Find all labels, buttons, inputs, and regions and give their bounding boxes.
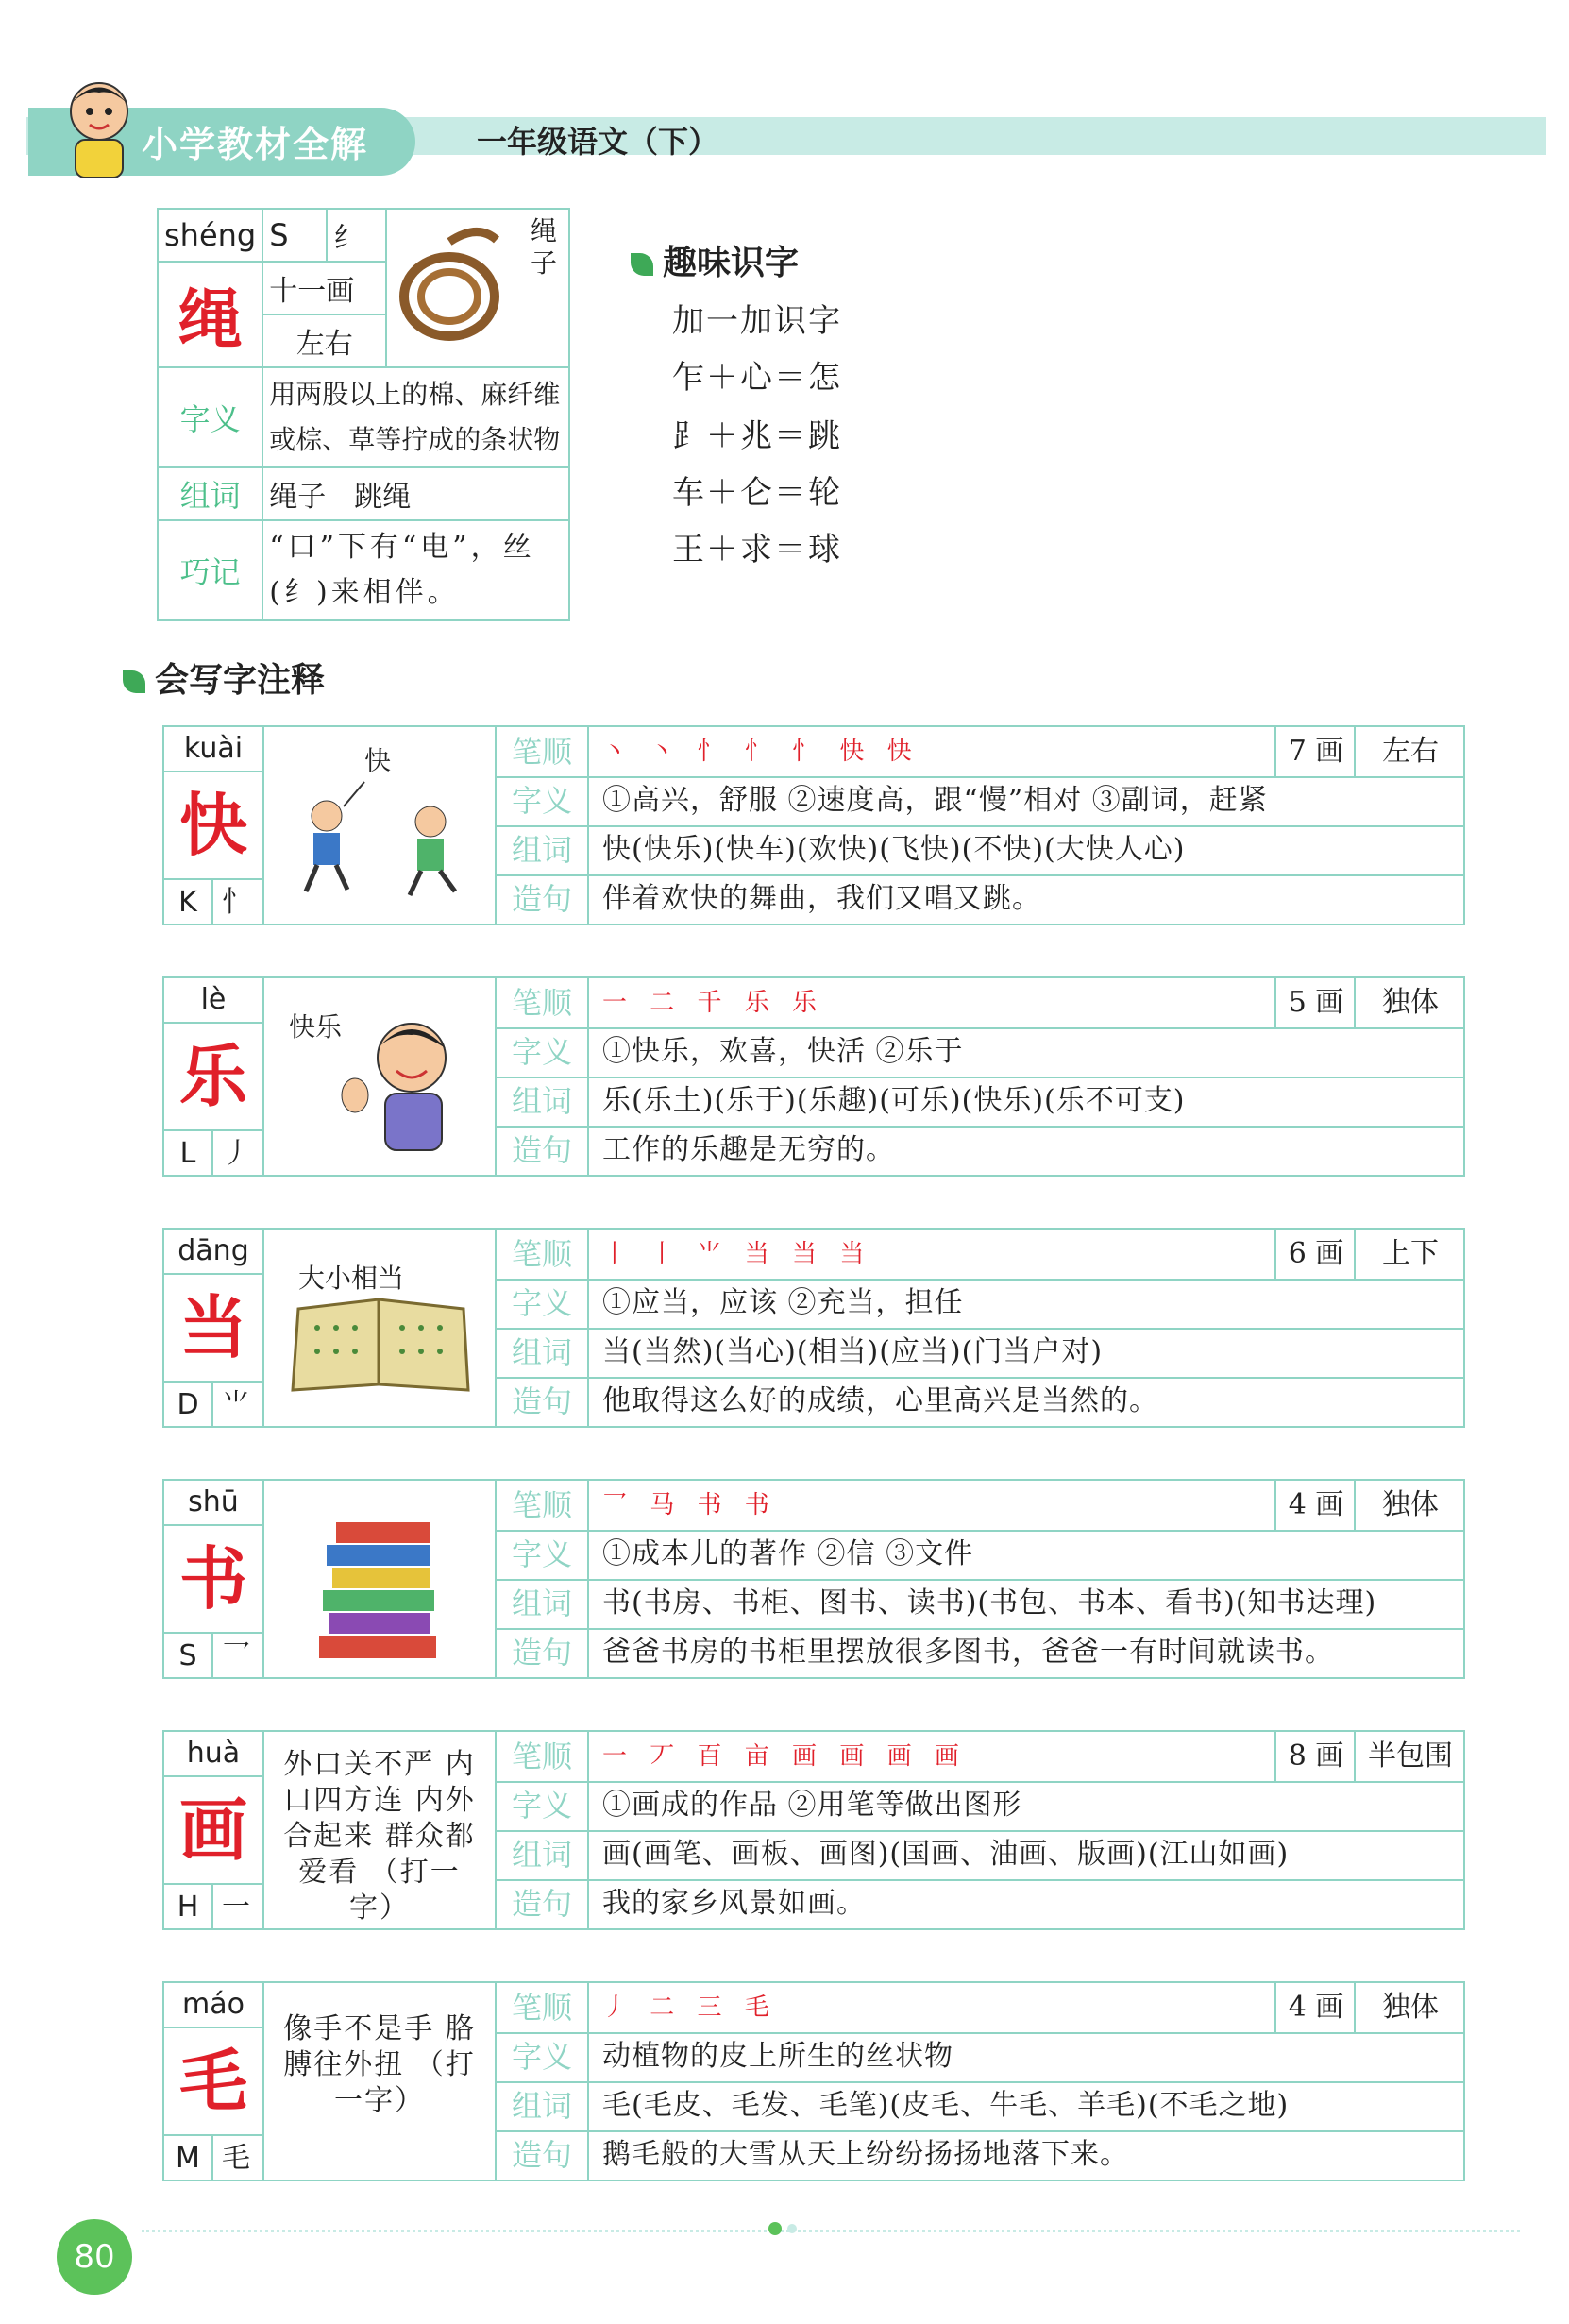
fun-title-text: 趣味识字: [663, 244, 800, 282]
tip-text: “口”下有“电”，丝(纟)来相伴。: [262, 520, 569, 620]
main-character: 画: [178, 1790, 247, 1870]
stroke-count: 7 画: [1274, 727, 1356, 776]
bishun-label: 笔顺: [497, 1481, 589, 1530]
fun-line: 加一加识字: [672, 302, 842, 340]
zuci-label: 组词: [497, 1579, 589, 1628]
zaoju-label: 造句: [497, 1126, 589, 1175]
meaning-text: 动植物的皮上所生的丝状物: [602, 2040, 953, 2073]
stroke-count: 4 画: [1274, 1481, 1356, 1530]
pinyin: dāng: [164, 1230, 262, 1275]
radical: 忄: [211, 880, 259, 925]
card-illustration: [261, 725, 497, 925]
words-text: 乐(乐土)(乐于)(乐趣)(可乐)(快乐)(乐不可支): [602, 1084, 1186, 1117]
series-title: 小学教材全解: [142, 124, 369, 165]
page-number: 80: [57, 2219, 132, 2295]
char-card: [162, 1479, 1463, 1677]
top-char-table: [157, 208, 570, 621]
main-character: 绳: [158, 262, 262, 367]
fun-line: 王＋求＝球: [672, 531, 842, 568]
image-caption: 快乐: [289, 1011, 343, 1043]
riddle-text: 外口关不严 内口四方连 内外合起来 群众都爱看 （打一字）: [283, 1748, 476, 1925]
fun-line: 车＋仑＝轮: [672, 474, 842, 512]
zaoju-label: 造句: [497, 1628, 589, 1677]
char-card: [162, 1981, 1463, 2180]
ziyi-label: 字义: [497, 1279, 589, 1328]
write-section-title: [123, 653, 325, 702]
fun-line: ⻊＋兆＝跳: [672, 417, 842, 455]
rope-caption: 绳子: [531, 215, 558, 279]
structure: 独体: [1354, 1983, 1465, 2032]
meaning-text: 用两股以上的棉、麻纤维或棕、草等拧成的条状物: [262, 367, 569, 467]
char-box: [162, 1479, 264, 1679]
rope-icon: [393, 223, 515, 355]
words-text: 画(画笔、画板、画图)(国画、油画、版画)(江山如画): [602, 1838, 1290, 1871]
book-stack-icon: [270, 1494, 487, 1683]
initial-letter: S: [178, 1639, 197, 1672]
char-box: [162, 1730, 264, 1930]
char-box: [162, 1228, 264, 1428]
write-title-text: 会写字注释: [155, 661, 326, 700]
ziyi-label: 字义: [497, 776, 589, 825]
zuci-label: 组词: [497, 825, 589, 874]
image-caption: 大小相当: [298, 1263, 405, 1294]
stroke-order: 丶 丶 忄 忄 忄 快 快: [602, 738, 919, 766]
fun-line: 乍＋心＝怎: [672, 359, 842, 397]
sentence-text: 鹅毛般的大雪从天上纷纷扬扬地落下来。: [602, 2138, 1129, 2171]
main-character: 书: [178, 1538, 247, 1619]
initial-letter: H: [177, 1891, 199, 1924]
initial-letter: K: [178, 886, 197, 919]
char-box: [162, 1981, 264, 2181]
stroke-order: 乛 马 书 书: [602, 1491, 777, 1519]
bishun-label: 笔顺: [497, 1983, 589, 2032]
ziyi-label: 字义: [497, 1781, 589, 1830]
card-details: [495, 1730, 1465, 1930]
leaf-icon: [631, 253, 653, 276]
meaning-text: ①画成的作品 ②用笔等做出图形: [602, 1789, 1022, 1822]
meaning-label: 字义: [158, 367, 262, 467]
card-details: [495, 976, 1465, 1177]
radical: 毛: [211, 2136, 259, 2181]
riddle-text: 像手不是手 胳膊往外扭 （打一字）: [283, 2012, 476, 2117]
stroke-count: 十一画: [262, 262, 386, 314]
stroke-count: 5 画: [1274, 978, 1356, 1027]
pinyin: shū: [164, 1481, 262, 1526]
radical: 乛: [211, 1634, 259, 1679]
words-text: 毛(毛皮、毛发、毛笔)(皮毛、牛毛、羊毛)(不毛之地): [602, 2089, 1290, 2122]
stroke-order: 丨 丨 ⺌ 当 当 当: [602, 1240, 872, 1268]
char-box: [162, 976, 264, 1177]
sentence-text: 我的家乡风景如画。: [602, 1887, 866, 1920]
char-card: [162, 976, 1463, 1175]
radical: 丿: [211, 1131, 259, 1177]
boy-mascot-icon: [47, 66, 151, 179]
rope-image: [386, 209, 569, 367]
stroke-order: 一 二 千 乐 乐: [602, 989, 825, 1017]
card-illustration: [261, 1479, 497, 1679]
initial-letter: M: [176, 2142, 200, 2175]
char-box: [162, 725, 264, 925]
structure: 左右: [1354, 727, 1465, 776]
meaning-text: ①快乐，欢喜，快活 ②乐于: [602, 1035, 964, 1068]
fun-section-title: [631, 236, 799, 284]
stroke-count: 4 画: [1274, 1983, 1356, 2032]
footer-dot: [787, 2224, 797, 2233]
main-character: 毛: [178, 2041, 247, 2121]
card-illustration: [261, 1730, 497, 1930]
card-details: [495, 725, 1465, 925]
zuci-label: 组词: [497, 1328, 589, 1377]
zaoju-label: 造句: [497, 1879, 589, 1928]
pinyin: shéng: [158, 209, 262, 262]
stroke-order: 一 丆 百 亩 画 画 画 画: [602, 1742, 967, 1771]
structure: 半包围: [1354, 1732, 1465, 1781]
card-illustration: [261, 1228, 497, 1428]
tip-label: 巧记: [158, 520, 262, 620]
card-details: [495, 1981, 1465, 2181]
leaf-icon: [123, 670, 145, 693]
card-details: [495, 1479, 1465, 1679]
ziyi-label: 字义: [497, 1027, 589, 1077]
pinyin: huà: [164, 1732, 262, 1777]
char-card: [162, 1228, 1463, 1426]
radical: ⺌: [211, 1383, 259, 1428]
ziyi-label: 字义: [497, 1530, 589, 1579]
initial-letter: L: [179, 1137, 196, 1170]
zuci-label: 组词: [497, 1830, 589, 1879]
footer-dot: [768, 2222, 782, 2235]
image-caption: 快: [364, 745, 392, 776]
zuci-label: 组词: [497, 2081, 589, 2130]
char-card: [162, 725, 1463, 924]
pinyin: kuài: [164, 727, 262, 772]
initial-letter: D: [177, 1388, 199, 1421]
meaning-text: ①成本儿的著作 ②信 ③文件: [602, 1537, 974, 1570]
structure: 独体: [1354, 978, 1465, 1027]
stroke-order: 丿 二 三 毛: [602, 1993, 777, 2022]
words-text: 当(当然)(当心)(相当)(应当)(门当户对): [602, 1335, 1104, 1368]
structure: 左右: [262, 314, 386, 367]
zaoju-label: 造句: [497, 2130, 589, 2180]
sentence-text: 工作的乐趣是无穷的。: [602, 1133, 895, 1166]
main-character: 快: [178, 785, 247, 865]
words-text: 快(快乐)(快车)(欢快)(飞快)(不快)(大快人心): [602, 833, 1186, 866]
bishun-label: 笔顺: [497, 978, 589, 1027]
sentence-text: 爸爸书房的书柜里摆放很多图书，爸爸一有时间就读书。: [602, 1636, 1334, 1669]
radical: 一: [211, 1885, 259, 1930]
card-illustration: [261, 976, 497, 1177]
main-character: 乐: [178, 1036, 247, 1116]
stroke-count: 6 画: [1274, 1230, 1356, 1279]
footer-divider: [142, 2230, 1520, 2232]
char-card: [162, 1730, 1463, 1928]
words-text: 绳子 跳绳: [262, 467, 569, 520]
structure: 上下: [1354, 1230, 1465, 1279]
ziyi-label: 字义: [497, 2032, 589, 2081]
zaoju-label: 造句: [497, 1377, 589, 1426]
sentence-text: 伴着欢快的舞曲，我们又唱又跳。: [602, 882, 1041, 915]
grade-title: 一年级语文（下）: [477, 124, 719, 160]
bishun-label: 笔顺: [497, 1732, 589, 1781]
bishun-label: 笔顺: [497, 1230, 589, 1279]
stroke-count: 8 画: [1274, 1732, 1356, 1781]
meaning-text: ①应当，应该 ②充当，担任: [602, 1286, 964, 1319]
pinyin: máo: [164, 1983, 262, 2028]
bishun-label: 笔顺: [497, 727, 589, 776]
initial-letter: S: [262, 209, 327, 262]
pinyin: lè: [164, 978, 262, 1024]
card-illustration: [261, 1981, 497, 2181]
radical: 纟: [327, 209, 386, 262]
structure: 独体: [1354, 1481, 1465, 1530]
main-character: 当: [178, 1287, 247, 1367]
meaning-text: ①高兴，舒服 ②速度高，跟“慢”相对 ③副词，赶紧: [602, 784, 1268, 817]
sentence-text: 他取得这么好的成绩，心里高兴是当然的。: [602, 1384, 1158, 1417]
words-text: 书(书房、书柜、图书、读书)(书包、书本、看书)(知书达理): [602, 1586, 1377, 1620]
card-details: [495, 1228, 1465, 1428]
words-label: 组词: [158, 467, 262, 520]
zaoju-label: 造句: [497, 874, 589, 924]
zuci-label: 组词: [497, 1077, 589, 1126]
